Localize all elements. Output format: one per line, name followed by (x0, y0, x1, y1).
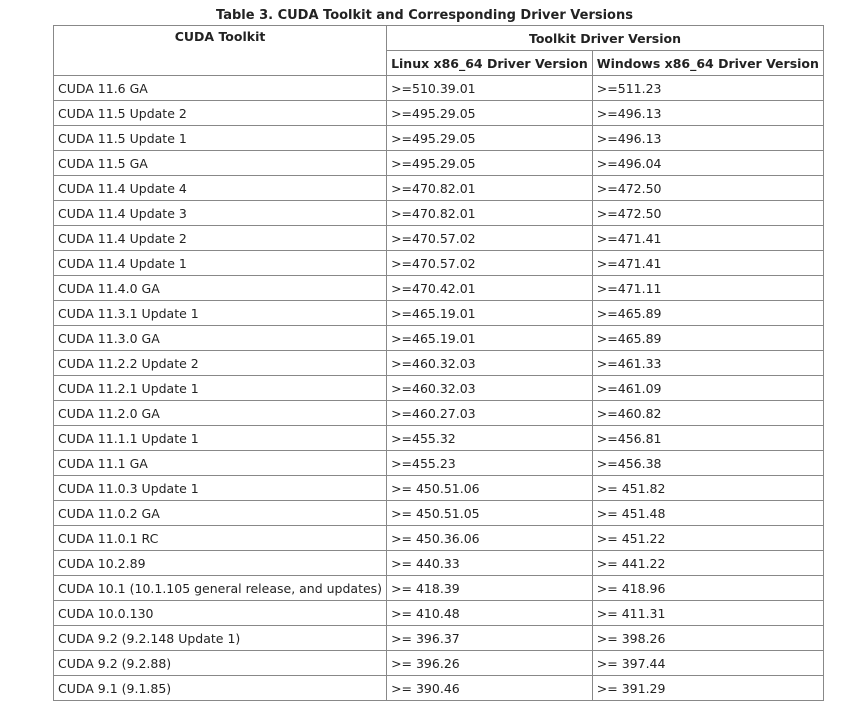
linux-driver-cell: >=470.82.01 (387, 201, 593, 226)
windows-driver-cell: >=471.41 (592, 251, 823, 276)
linux-driver-cell: >=455.32 (387, 426, 593, 451)
linux-driver-cell: >=460.27.03 (387, 401, 593, 426)
toolkit-cell: CUDA 11.5 Update 1 (54, 126, 387, 151)
windows-driver-cell: >=496.04 (592, 151, 823, 176)
windows-driver-cell: >=511.23 (592, 76, 823, 101)
windows-driver-cell: >= 451.82 (592, 476, 823, 501)
linux-driver-cell: >= 450.51.06 (387, 476, 593, 501)
table-row (54, 576, 824, 601)
table-row (54, 526, 824, 551)
linux-driver-cell: >=495.29.05 (387, 101, 593, 126)
toolkit-cell: CUDA 11.4 Update 3 (54, 201, 387, 226)
table-row (54, 426, 824, 451)
linux-driver-cell: >=470.42.01 (387, 276, 593, 301)
toolkit-cell: CUDA 11.3.1 Update 1 (54, 301, 387, 326)
table-row (54, 376, 824, 401)
linux-driver-cell: >=510.39.01 (387, 76, 593, 101)
driver-version-table (53, 25, 824, 701)
toolkit-cell: CUDA 11.0.3 Update 1 (54, 476, 387, 501)
linux-driver-cell: >= 450.36.06 (387, 526, 593, 551)
windows-driver-cell: >=472.50 (592, 176, 823, 201)
table-row (54, 476, 824, 501)
linux-driver-cell: >= 396.37 (387, 626, 593, 651)
toolkit-cell: CUDA 11.4 Update 1 (54, 251, 387, 276)
toolkit-cell: CUDA 11.6 GA (54, 76, 387, 101)
linux-driver-cell: >= 396.26 (387, 651, 593, 676)
linux-driver-cell: >=495.29.05 (387, 151, 593, 176)
toolkit-cell: CUDA 11.0.1 RC (54, 526, 387, 551)
linux-driver-cell: >= 418.39 (387, 576, 593, 601)
toolkit-cell: CUDA 11.3.0 GA (54, 326, 387, 351)
table-row (54, 251, 824, 276)
toolkit-cell: CUDA 11.2.1 Update 1 (54, 376, 387, 401)
table-row (54, 276, 824, 301)
windows-driver-cell: >=471.11 (592, 276, 823, 301)
table-row (54, 126, 824, 151)
toolkit-cell: CUDA 11.2.2 Update 2 (54, 351, 387, 376)
header-toolkit-driver-version: Toolkit Driver Version (387, 26, 824, 51)
windows-driver-cell: >= 397.44 (592, 651, 823, 676)
windows-driver-cell: >= 418.96 (592, 576, 823, 601)
toolkit-cell: CUDA 9.2 (9.2.148 Update 1) (54, 626, 387, 651)
windows-driver-cell: >=456.81 (592, 426, 823, 451)
toolkit-cell: CUDA 11.2.0 GA (54, 401, 387, 426)
windows-driver-cell: >= 441.22 (592, 551, 823, 576)
windows-driver-cell: >= 451.48 (592, 501, 823, 526)
linux-driver-cell: >=460.32.03 (387, 351, 593, 376)
table-row (54, 501, 824, 526)
toolkit-cell: CUDA 11.0.2 GA (54, 501, 387, 526)
table-row (54, 76, 824, 101)
table-row (54, 151, 824, 176)
linux-driver-cell: >=470.57.02 (387, 226, 593, 251)
toolkit-cell: CUDA 11.4 Update 4 (54, 176, 387, 201)
toolkit-cell: CUDA 10.0.130 (54, 601, 387, 626)
table-row (54, 451, 824, 476)
windows-driver-cell: >=465.89 (592, 326, 823, 351)
windows-driver-cell: >=460.82 (592, 401, 823, 426)
header-cuda-toolkit: CUDA Toolkit (54, 26, 387, 76)
table-row (54, 101, 824, 126)
windows-driver-cell: >=456.38 (592, 451, 823, 476)
table-row (54, 401, 824, 426)
table-row (54, 326, 824, 351)
toolkit-cell: CUDA 11.1.1 Update 1 (54, 426, 387, 451)
windows-driver-cell: >= 398.26 (592, 626, 823, 651)
table-row (54, 676, 824, 701)
windows-driver-cell: >=465.89 (592, 301, 823, 326)
windows-driver-cell: >=472.50 (592, 201, 823, 226)
linux-driver-cell: >=495.29.05 (387, 126, 593, 151)
table-row (54, 551, 824, 576)
linux-driver-cell: >= 450.51.05 (387, 501, 593, 526)
toolkit-cell: CUDA 11.4 Update 2 (54, 226, 387, 251)
windows-driver-cell: >=461.09 (592, 376, 823, 401)
linux-driver-cell: >=470.82.01 (387, 176, 593, 201)
header-windows: Windows x86_64 Driver Version (592, 51, 823, 76)
linux-driver-cell: >= 390.46 (387, 676, 593, 701)
windows-driver-cell: >=471.41 (592, 226, 823, 251)
table-row (54, 651, 824, 676)
linux-driver-cell: >=455.23 (387, 451, 593, 476)
linux-driver-cell: >= 410.48 (387, 601, 593, 626)
windows-driver-cell: >= 391.29 (592, 676, 823, 701)
linux-driver-cell: >=465.19.01 (387, 301, 593, 326)
table-row (54, 201, 824, 226)
toolkit-cell: CUDA 11.4.0 GA (54, 276, 387, 301)
toolkit-cell: CUDA 10.1 (10.1.105 general release, and updates) (54, 576, 387, 601)
table-row (54, 351, 824, 376)
linux-driver-cell: >=460.32.03 (387, 376, 593, 401)
toolkit-cell: CUDA 9.2 (9.2.88) (54, 651, 387, 676)
windows-driver-cell: >= 411.31 (592, 601, 823, 626)
windows-driver-cell: >=496.13 (592, 126, 823, 151)
table-caption: Table 3. CUDA Toolkit and Corresponding Driver Versions (216, 8, 633, 23)
windows-driver-cell: >=461.33 (592, 351, 823, 376)
toolkit-cell: CUDA 10.2.89 (54, 551, 387, 576)
linux-driver-cell: >=465.19.01 (387, 326, 593, 351)
table-row (54, 301, 824, 326)
windows-driver-cell: >= 451.22 (592, 526, 823, 551)
table-row (54, 176, 824, 201)
table-row (54, 626, 824, 651)
toolkit-cell: CUDA 11.5 Update 2 (54, 101, 387, 126)
header-linux: Linux x86_64 Driver Version (387, 51, 593, 76)
toolkit-cell: CUDA 11.5 GA (54, 151, 387, 176)
table-row (54, 226, 824, 251)
toolkit-cell: CUDA 9.1 (9.1.85) (54, 676, 387, 701)
windows-driver-cell: >=496.13 (592, 101, 823, 126)
toolkit-cell: CUDA 11.1 GA (54, 451, 387, 476)
linux-driver-cell: >= 440.33 (387, 551, 593, 576)
table-row (54, 601, 824, 626)
linux-driver-cell: >=470.57.02 (387, 251, 593, 276)
